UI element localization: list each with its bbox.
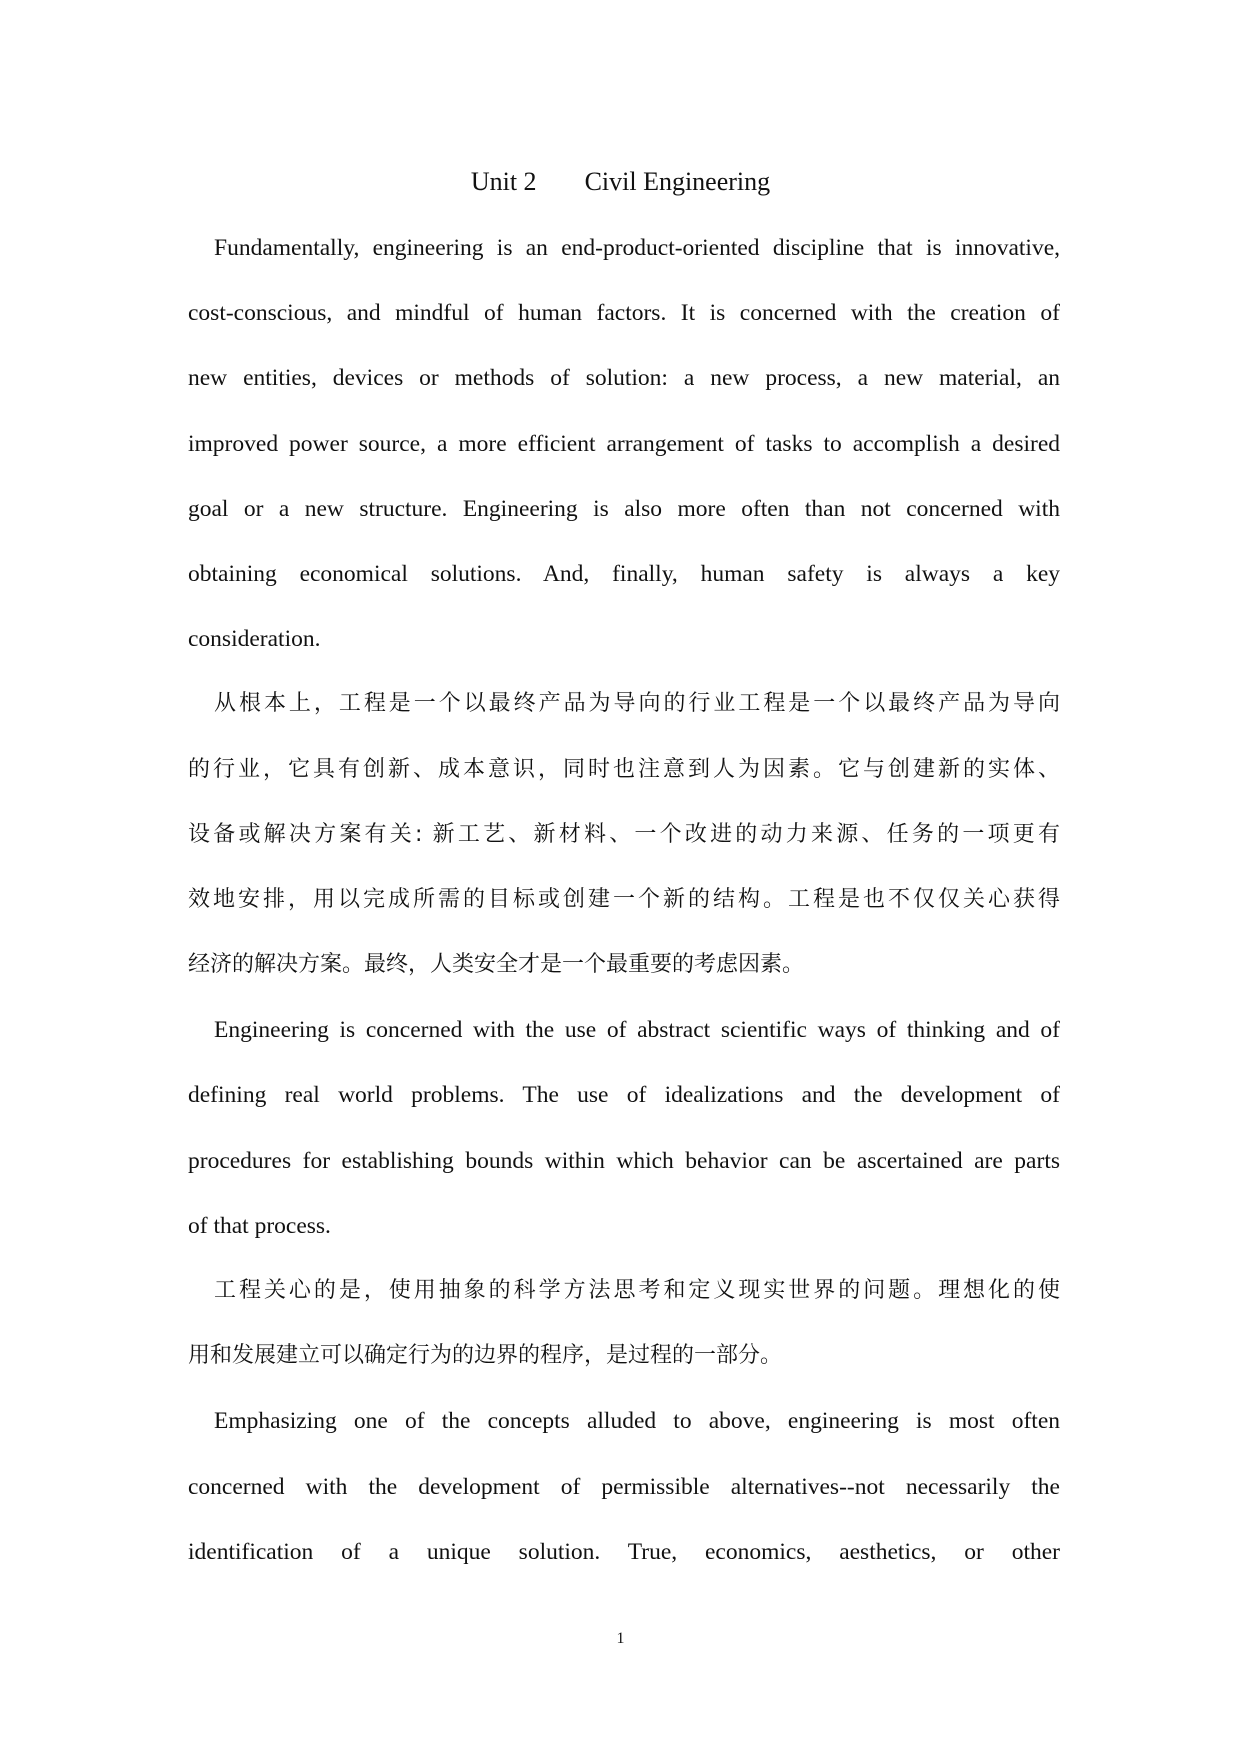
paragraph-zh xyxy=(188,684,1060,1010)
text-line: obtaining economical solutions. And, finally, human safety is always a key xyxy=(188,560,1060,587)
text-line: defining real world problems. The use of idealizations and the development of xyxy=(188,1082,1060,1109)
text-line: cost-conscious, and mindful of human factors. It is concerned with the creation of xyxy=(188,300,1060,327)
text-line: consideration. xyxy=(188,626,321,653)
text-line: identification of a unique solution. True, economics, aesthetics, or other xyxy=(188,1538,1060,1565)
text-line: concerned with the development of permissible alternatives--not necessarily the xyxy=(188,1473,1060,1500)
document-body xyxy=(188,228,1060,1597)
text-line: new entities, devices or methods of solution: a new process, a new material, an xyxy=(188,365,1060,392)
text-line: procedures for establishing bounds within which behavior can be ascertained are parts xyxy=(188,1147,1060,1174)
text-line: 效地安排，用以完成所需的目标或创建一个新的结构。工程是也不仅仅关心获得 xyxy=(188,886,1060,912)
text-line: Fundamentally, engineering is an end-product-oriented discipline that is innovative, xyxy=(214,235,1060,261)
paragraph-en xyxy=(188,1010,1060,1271)
text-line: 的行业，它具有创新、成本意识，同时也注意到人为因素。它与创建新的实体、 xyxy=(188,756,1060,782)
text-line: 工程关心的是，使用抽象的科学方法思考和定义现实世界的问题。理想化的使 xyxy=(214,1278,1060,1303)
paragraph-en xyxy=(188,228,1060,684)
text-line: 设备或解决方案有关: 新工艺、新材料、一个改进的动力来源、任务的一项更有 xyxy=(188,821,1060,847)
paragraph-zh xyxy=(188,1271,1060,1401)
page-title xyxy=(0,164,1241,200)
text-line: 经济的解决方案。最终，人类安全才是一个最重要的考虑因素。 xyxy=(188,952,805,978)
text-line: improved power source, a more efficient arrangement of tasks to accomplish a desired xyxy=(188,430,1060,457)
paragraph-en xyxy=(188,1401,1060,1597)
page-number: 1 xyxy=(616,1630,625,1647)
text-line: Engineering is concerned with the use of abstract scientific ways of thinking and of xyxy=(214,1017,1060,1044)
title-name: Civil Engineering xyxy=(584,167,771,196)
text-line: Emphasizing one of the concepts alluded to above, engineering is most often xyxy=(214,1408,1060,1435)
title-unit: Unit 2 xyxy=(470,167,537,196)
text-line: 从根本上，工程是一个以最终产品为导向的行业工程是一个以最终产品为导向 xyxy=(214,691,1060,717)
text-line: goal or a new structure. Engineering is also more often than not concerned with xyxy=(188,495,1060,522)
text-line: 用和发展建立可以确定行为的边界的程序，是过程的一部分。 xyxy=(188,1343,783,1369)
text-line: of that process. xyxy=(188,1212,331,1239)
